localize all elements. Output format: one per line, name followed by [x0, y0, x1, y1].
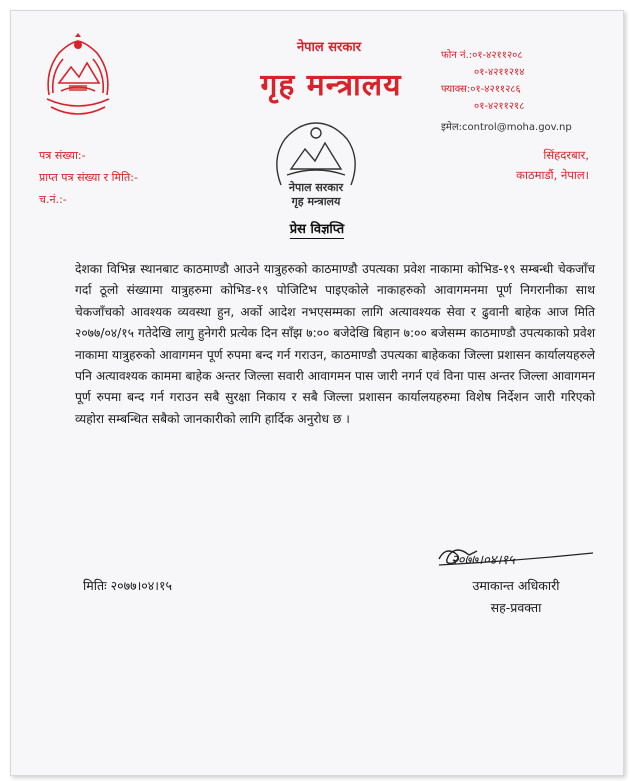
phone-label: फोन नं.: [441, 50, 473, 61]
signatory-block [451, 575, 581, 619]
address-line-2: काठमाडौं, नेपाल। [516, 168, 589, 182]
phone-line-2: ०१-४२११२१४ [474, 67, 525, 78]
phone-number: ०१-४२११२०८ [472, 50, 523, 61]
letter-page [10, 10, 624, 776]
ministry-seal-icon [267, 115, 365, 209]
seal-text-top: नेपाल सरकार [288, 181, 344, 194]
signatory-name: उमाकान्त अधिकारी [472, 578, 560, 593]
press-release-body: देशका विभिन्न स्थानबाट काठमाण्डौ आउने यात्रुहरुको काठमाण्डौ उपत्यका प्रवेश नाकामा कोभिड-१९ सम्बन्धी चेकजाँच गर्दा ठूलो संख्यामा यात्रुहरुमा कोभिड-१९ पोजिटिभ पाइएकोले नाकाहरुको आवागमनमा पूर्ण निगरानीका साथ चेकजाँचको आवश्यक व्यवस्था हुन, अर्को आदेश नभएसम्मका लागि अत्यावश्यक सेवा र ढुवानी बाहेक आज मिति २०७७/०४/१५ गतेदेखि लागु हुनेगरी प्रत्येक दिन साँझ ७:०० बजेदेखि बिहान ७:०० बजेसम्म काठमाण्डौ उपत्यकाको प्रवेश नाकामा यात्रुहरुको आवागमन पूर्ण रुपमा बन्द गर्न गराउन, काठमाण्डौ उपत्यका बाहेकका जिल्ला प्रशासन कार्यालयहरुले पनि अत्यावश्यक काममा बाहेक अन्तर जिल्ला सवारी आवागमन पास जारी नगर्न एवं विना पास अन्तर जिल्ला आवागमन पूर्ण रुपमा बन्द गर्न गराउन सबै सुरक्षा निकाय र सबै जिल्ला प्रशासन कार्यालयहरुमा विशेष निर्देशन जारी गरिएको व्यहोरा सम्बन्धित सबैको जानकारीको लागि हार्दिक अनुरोध छ । [75, 262, 595, 426]
signature-date: २०७७।०४।१५ [451, 553, 515, 568]
address-block [451, 145, 589, 185]
fax-number: ०१-४२११२८६ [470, 84, 521, 95]
address-line-1: सिंहदरबार, [543, 148, 589, 162]
contact-block [441, 47, 630, 136]
document-date: मितिः २०७७।०४।१५ [83, 578, 173, 593]
document-title-text: प्रेस विज्ञप्ति [289, 222, 345, 237]
email-line: इमेल:control@moha.gov.np [441, 122, 572, 133]
signatory-title: सह-प्रवक्ता [490, 600, 542, 615]
reference-block [39, 145, 138, 211]
dispatch-number: च.नं.:- [39, 193, 67, 206]
fax-label: फ्याक्स: [441, 84, 471, 95]
document-title [11, 219, 623, 237]
phone-line-3: ०१-४२११२१८ [474, 101, 525, 112]
government-name: नेपाल सरकार [296, 40, 362, 55]
nepal-emblem-icon [39, 33, 117, 125]
letter-number: पत्र संख्या:- [39, 149, 86, 162]
fax-line [441, 81, 630, 98]
received-letter-ref: प्राप्त पत्र संख्या र मिति:- [39, 171, 138, 184]
phone-line-1 [441, 47, 630, 64]
ministry-name: गृह मन्त्रालय [260, 68, 402, 103]
seal-text-bottom: गृह मन्त्रालय [291, 195, 341, 208]
